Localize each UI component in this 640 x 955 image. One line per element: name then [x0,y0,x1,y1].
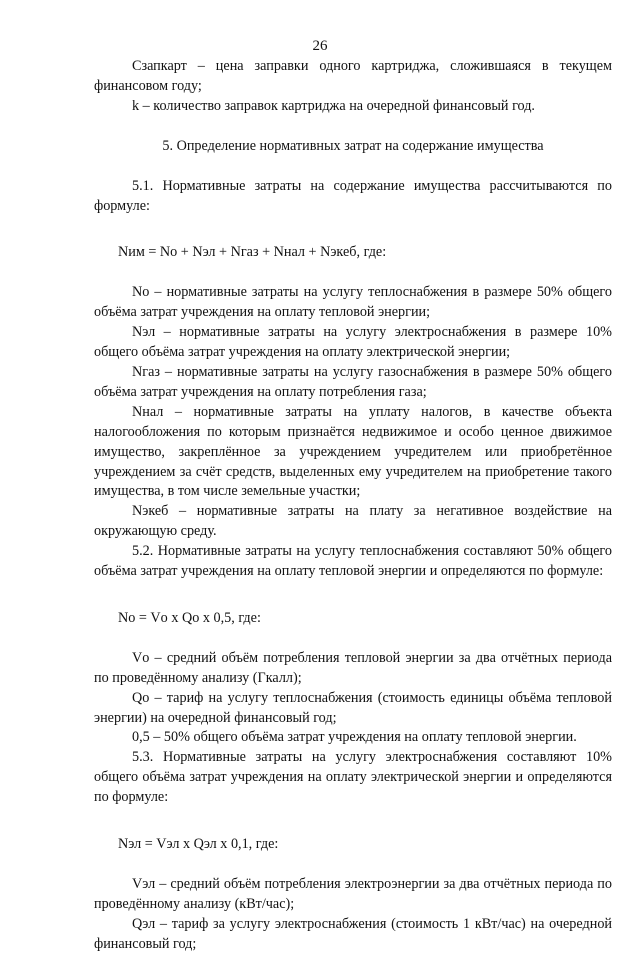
definition-vel: Vэл – средний объём потребления электроэнергии за два отчётных периода по проведённому анализу (кВт/час); [94,876,612,912]
definition-qo: Qо – тариф на услугу теплоснабжения (стоимость единицы объёма тепловой энергии) на очередной финансовый год; [94,689,612,726]
definition-coef-0-5: 0,5 – 50% общего объёма затрат учреждения на оплату тепловой энергии. [132,729,577,746]
page-number: 26 [312,38,328,54]
paragraph-refill-count: k – количество заправок картриджа на очередной финансовый год. [132,97,535,114]
definition-ngaz: Nгаз – нормативные затраты на услугу газоснабжения в размере 50% общего объёма затрат учреждения на оплату потребления газа; [94,363,612,400]
definition-nekeb: Nэкеб – нормативные затраты на плату за негативное воздействие на окружающую среду. [94,503,612,540]
document-body [94,57,612,955]
formula-heat-supply: Nо = Vо х Qо х 0,5, где: [118,609,261,626]
formula-property-costs: Nим = Nо + Nэл + Nгаз + Nнал + Nэкеб, где: [118,244,387,261]
definition-nnal: Nнал – нормативные затраты на уплату налогов, в качестве объекта налогообложения по которым признаётся недвижимое и особо ценное движимое имущество, закреплённое за учреждением учредителем или приобретённое учреждением за счёт средств, выделенных ему учредителем на приобретение такого имущества, в том числе земельные участки; [94,403,612,500]
paragraph-cartridge-price: Сзапкарт – цена заправки одного картриджа, сложившаяся в текущем финансовом году; [94,58,612,94]
section-title: 5. Определение нормативных затрат на содержание имущества [162,137,544,154]
definition-nel: Nэл – нормативные затраты на услугу электроснабжения в размере 10% общего объёма затрат учреждения на оплату электрической энергии; [94,324,612,361]
paragraph-5-2: 5.2. Нормативные затраты на услугу теплоснабжения составляют 50% общего объёма затрат учреждения на оплату тепловой энергии и определяются по формуле: [94,543,612,580]
definition-qel: Qэл – тариф за услугу электроснабжения (стоимость 1 кВт/час) на очередной финансовый год; [94,915,612,952]
formula-electricity: Nэл = Vэл х Qэл х 0,1, где: [118,836,279,853]
paragraph-5-1: 5.1. Нормативные затраты на содержание имущества рассчитываются по формуле: [94,177,612,214]
definition-vo: Vо – средний объём потребления тепловой энергии за два отчётных периода по проведённому анализу (Гкалл); [94,649,612,686]
definition-no: Nо – нормативные затраты на услугу теплоснабжения в размере 50% общего объёма затрат учреждения на оплату тепловой энергии; [94,284,612,321]
paragraph-5-3: 5.3. Нормативные затраты на услугу электроснабжения составляют 10% общего объёма затрат учреждения на оплату электрической энергии и определяются по формуле: [94,749,612,806]
